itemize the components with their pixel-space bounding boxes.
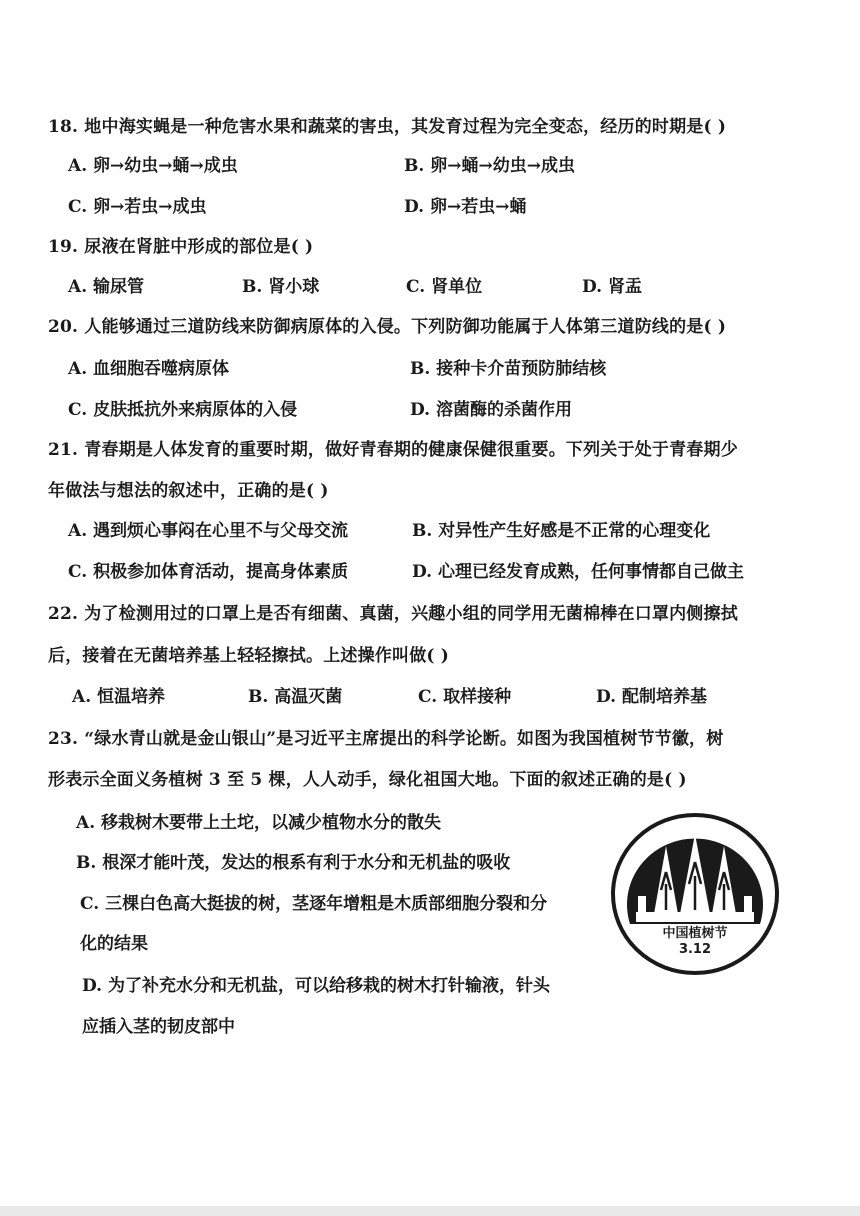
q22-option-c: C. 取样接种 bbox=[418, 687, 512, 707]
q23-stem-line1: 23. “绿水青山就是金山银山”是习近平主席提出的科学论断。如图为我国植树节节徽，树 bbox=[48, 729, 724, 749]
q19-option-c: C. 肾单位 bbox=[406, 277, 483, 297]
q20-option-a: A. 血细胞吞噬病原体 bbox=[68, 359, 230, 379]
tree-planting-day-emblem bbox=[610, 812, 780, 976]
q23-option-c-line1: C. 三棵白色高大挺拔的树，茎逐年增粗是木质部细胞分裂和分 bbox=[80, 894, 548, 914]
q18-option-d: D. 卵→若虫→蛹 bbox=[404, 197, 527, 217]
q20-option-b: B. 接种卡介苗预防肺结核 bbox=[410, 359, 607, 379]
q21-stem-line2: 年做法与想法的叙述中，正确的是( ) bbox=[48, 481, 329, 501]
q21-option-b: B. 对异性产生好感是不正常的心理变化 bbox=[412, 521, 711, 541]
q21-option-a: A. 遇到烦心事闷在心里不与父母交流 bbox=[68, 521, 349, 541]
page-bottom-edge bbox=[0, 1206, 860, 1216]
q21-option-c: C. 积极参加体育活动，提高身体素质 bbox=[68, 562, 349, 582]
q23-option-c-line2: 化的结果 bbox=[80, 934, 148, 954]
q23-option-b: B. 根深才能叶茂，发达的根系有利于水分和无机盐的吸收 bbox=[76, 853, 511, 873]
q18-option-c: C. 卵→若虫→成虫 bbox=[68, 197, 207, 217]
q18-option-b: B. 卵→蛹→幼虫→成虫 bbox=[404, 156, 575, 176]
emblem-caption: 中国植树节 bbox=[662, 926, 728, 941]
q20-option-c: C. 皮肤抵抗外来病原体的入侵 bbox=[68, 400, 298, 420]
q22-option-b: B. 高温灭菌 bbox=[248, 687, 343, 707]
q19-option-d: D. 肾盂 bbox=[582, 277, 642, 297]
q22-option-d: D. 配制培养基 bbox=[596, 687, 707, 707]
q23-option-d-line2: 应插入茎的韧皮部中 bbox=[82, 1017, 235, 1037]
q18-option-a: A. 卵→幼虫→蛹→成虫 bbox=[68, 156, 238, 176]
q20-option-d: D. 溶菌酶的杀菌作用 bbox=[410, 400, 572, 420]
q21-option-d: D. 心理已经发育成熟，任何事情都自己做主 bbox=[412, 562, 744, 582]
emblem-date: 3.12 bbox=[678, 942, 712, 957]
q22-stem-line1: 22. 为了检测用过的口罩上是否有细菌、真菌，兴趣小组的同学用无菌棉棒在口罩内侧擦拭 bbox=[48, 604, 738, 624]
q18-stem: 18. 地中海实蝇是一种危害水果和蔬菜的害虫，其发育过程为完全变态，经历的时期是( ) bbox=[48, 117, 727, 137]
q19-option-b: B. 肾小球 bbox=[242, 277, 320, 297]
q23-stem-line2: 形表示全面义务植树 3 至 5 棵，人人动手，绿化祖国大地。下面的叙述正确的是( ) bbox=[48, 770, 687, 790]
q22-stem-line2: 后，接着在无菌培养基上轻轻擦拭。上述操作叫做( ) bbox=[48, 646, 450, 666]
q23-option-d-line1: D. 为了补充水分和无机盐，可以给移栽的树木打针输液，针头 bbox=[82, 976, 550, 996]
q20-stem: 20. 人能够通过三道防线来防御病原体的入侵。下列防御功能属于人体第三道防线的是( ) bbox=[48, 317, 727, 337]
q19-stem: 19. 尿液在肾脏中形成的部位是( ) bbox=[48, 237, 314, 257]
q21-stem-line1: 21. 青春期是人体发育的重要时期，做好青春期的健康保健很重要。下列关于处于青春期少 bbox=[48, 440, 738, 460]
q22-option-a: A. 恒温培养 bbox=[72, 687, 166, 707]
q19-option-a: A. 输尿管 bbox=[68, 277, 145, 297]
q23-option-a: A. 移栽树木要带上土坨，以减少植物水分的散失 bbox=[76, 813, 442, 833]
